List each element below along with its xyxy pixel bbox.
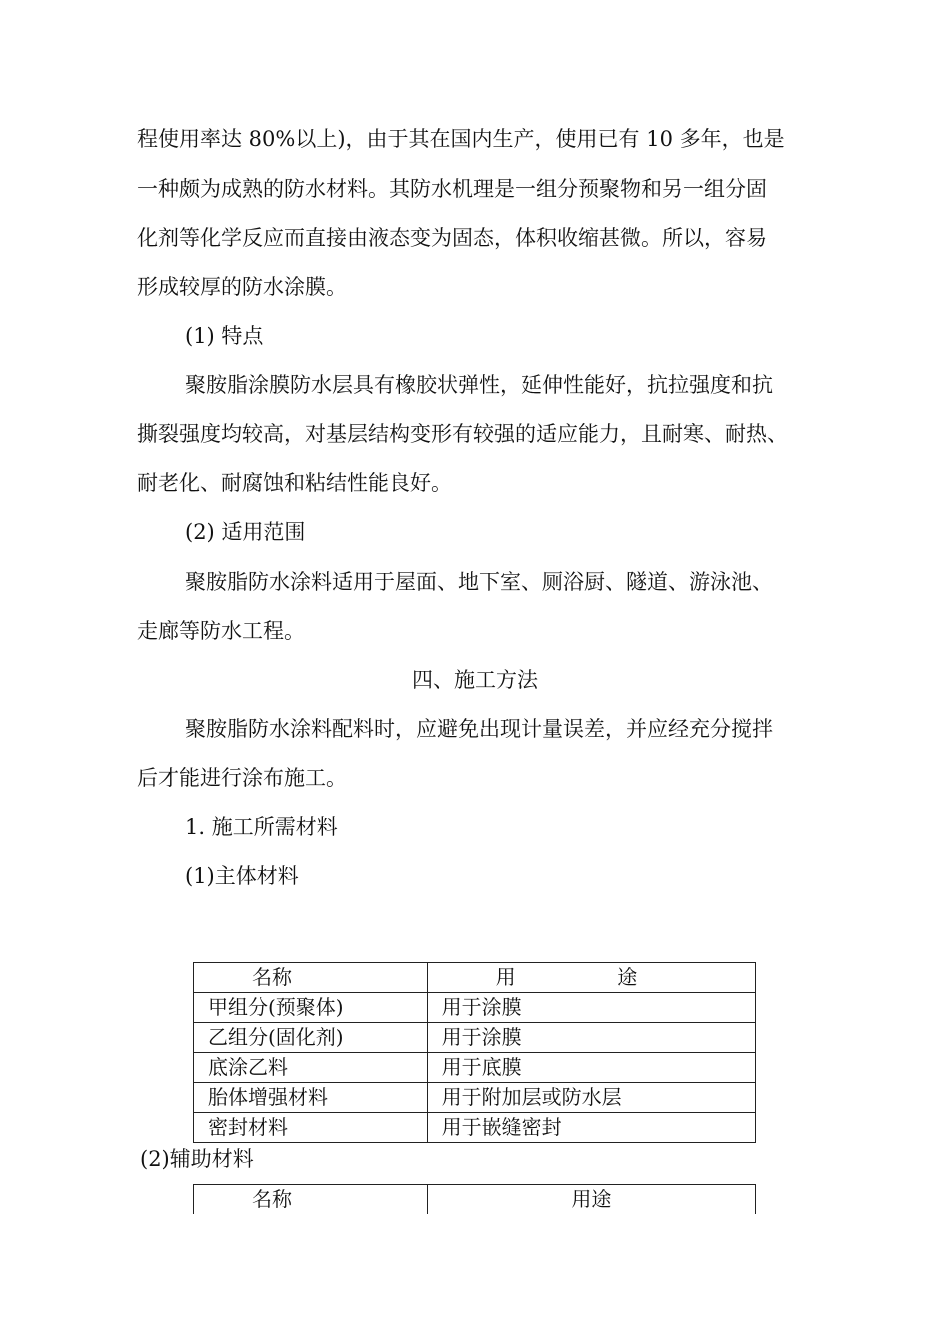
line-1: 程使用率达 80%以上)，由于其在国内生产，使用已有 10 多年，也是 — [137, 127, 785, 151]
subheading-aux-materials: (2)辅助材料 — [140, 1147, 254, 1171]
cell-usage: 用于嵌缝密封 — [427, 1113, 755, 1143]
main-materials-table — [193, 962, 756, 1143]
header-usage: 用 途 — [427, 963, 755, 993]
cell-name: 底涂乙料 — [194, 1053, 428, 1083]
cell-name: 密封材料 — [194, 1113, 428, 1143]
cell-name: 甲组分(预聚体) — [194, 993, 428, 1023]
line-14: 后才能进行涂布施工。 — [137, 766, 347, 790]
table-row — [194, 1083, 756, 1113]
subheading-materials: 1. 施工所需材料 — [185, 815, 338, 839]
line-10: 聚胺脂防水涂料适用于屋面、地下室、厕浴厨、隧道、游泳池、 — [185, 570, 773, 594]
cell-name: 胎体增强材料 — [194, 1083, 428, 1113]
line-7: 撕裂强度均较高，对基层结构变形有较强的适应能力，且耐寒、耐热、 — [137, 422, 788, 446]
subheading-main-materials: (1)主体材料 — [185, 864, 299, 888]
line-2: 一种颇为成熟的防水材料。其防水机理是一组分预聚物和另一组分固 — [137, 177, 767, 201]
section-heading-features: (1) 特点 — [185, 324, 264, 348]
cell-usage: 用于底膜 — [427, 1053, 755, 1083]
aux-materials-table — [193, 1184, 756, 1214]
line-4: 形成较厚的防水涂膜。 — [137, 275, 347, 299]
line-11: 走廊等防水工程。 — [137, 619, 305, 643]
cell-usage: 用于附加层或防水层 — [427, 1083, 755, 1113]
line-6: 聚胺脂涂膜防水层具有橡胶状弹性，延伸性能好，抗拉强度和抗 — [185, 373, 773, 397]
table-row — [194, 993, 756, 1023]
line-3: 化剂等化学反应而直接由液态变为固态，体积收缩甚微。所以，容易 — [137, 226, 767, 250]
cell-name: 乙组分(固化剂) — [194, 1023, 428, 1053]
header-name: 名称 — [194, 963, 428, 993]
header-usage: 用途 — [427, 1185, 755, 1215]
chapter-heading-construction: 四、施工方法 — [412, 668, 538, 692]
line-8: 耐老化、耐腐蚀和粘结性能良好。 — [137, 471, 452, 495]
section-heading-scope: (2) 适用范围 — [185, 520, 306, 544]
table-row — [194, 1113, 756, 1143]
header-name: 名称 — [194, 1185, 428, 1215]
table-header — [194, 963, 756, 993]
table-row — [194, 1023, 756, 1053]
table-header — [194, 1185, 756, 1215]
line-13: 聚胺脂防水涂料配料时，应避免出现计量误差，并应经充分搅拌 — [185, 717, 773, 741]
cell-usage: 用于涂膜 — [427, 1023, 755, 1053]
table-row — [194, 1053, 756, 1083]
cell-usage: 用于涂膜 — [427, 993, 755, 1023]
